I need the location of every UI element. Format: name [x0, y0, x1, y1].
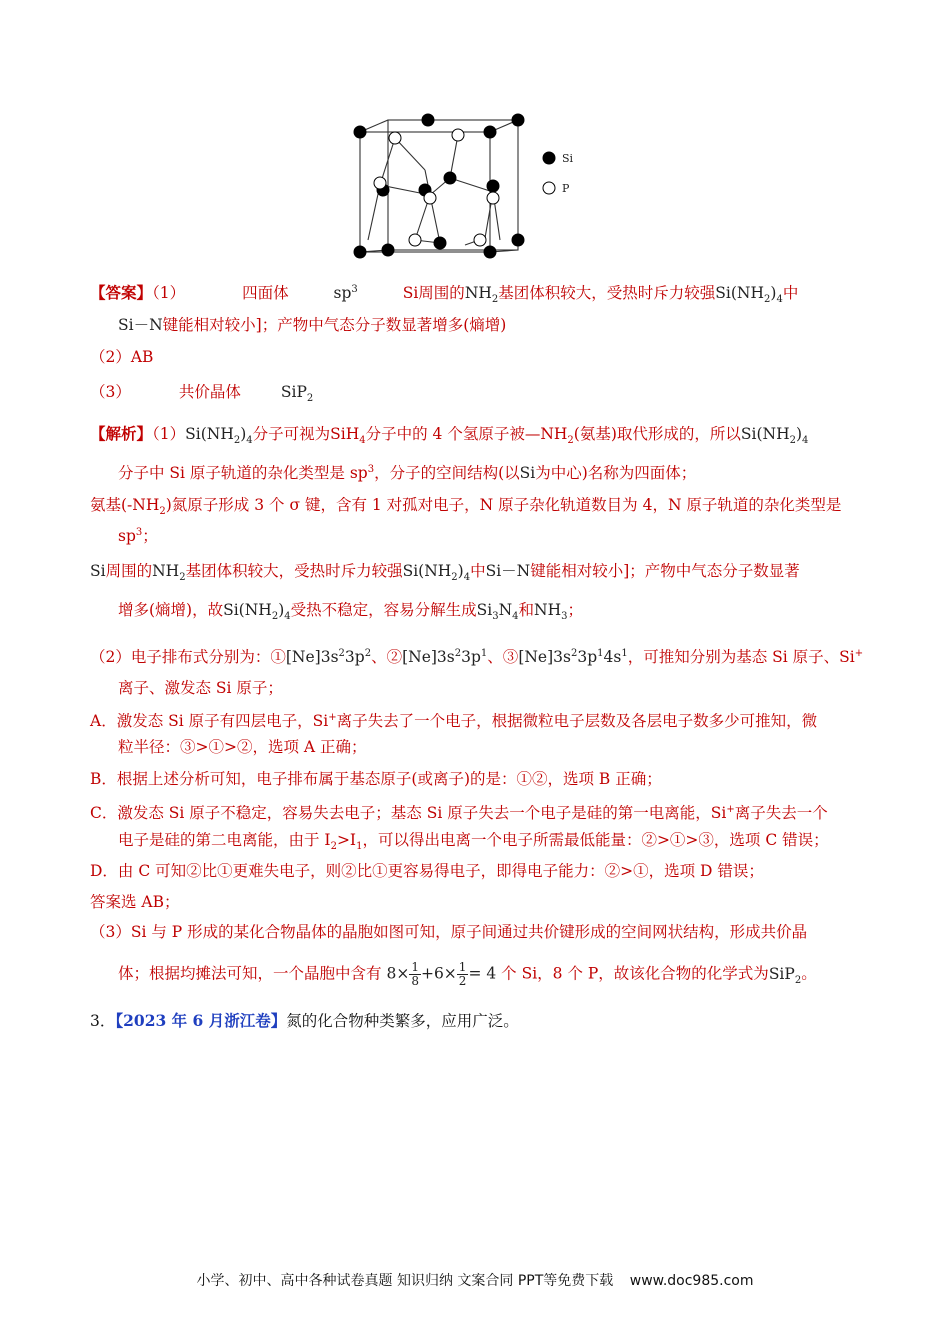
answer-line-2: Si－N键能相对较小]；产物中气态分子数显著增多(熵增)	[118, 316, 507, 334]
si-atom	[487, 180, 499, 192]
analysis-line-14: D．由 C 可知②比①更难失电子，则②比①更容易得电子，即得电子能力：②>①，选项 D 错误；	[90, 862, 764, 880]
analysis-line-15: 答案选 AB；	[90, 893, 180, 911]
analysis-line-5: Si周围的$NH_2$基团体积较大，受热时斥力较强$Si(NH_2)_4$中Si－N键能相对较小]；产物中气态分子数显著	[90, 562, 800, 584]
crystal-cell-figure	[350, 110, 600, 265]
p-atom	[474, 234, 486, 246]
si-atom	[484, 126, 496, 138]
si-atom	[354, 246, 366, 258]
si-atom	[422, 114, 434, 126]
question-text: 氮的化合物种类繁多，应用广泛。	[286, 1012, 519, 1030]
question-number: 3．	[90, 1012, 116, 1030]
si-atom	[444, 172, 456, 184]
si-atom	[382, 244, 394, 256]
p-atom	[452, 129, 464, 141]
si-atom	[512, 114, 524, 126]
analysis-line-9: A．激发态 Si 原子有四层电子，Si+离子失去了一个电子，根据微粒电子层数及各层电子数多少可推知，微	[90, 712, 818, 731]
answer-tag: 【答案】	[90, 283, 153, 303]
p-atom	[374, 177, 386, 189]
p-atom	[389, 132, 401, 144]
footer-text: 小学、初中、高中各种试卷真题 知识归纳 文案合同 PPT等免费下载	[196, 1273, 614, 1289]
legend-si: Si	[562, 152, 574, 165]
si-atom	[512, 234, 524, 246]
figure-legend	[543, 152, 574, 195]
analysis-line-12: C．激发态 Si 原子不稳定，容易失去电子；基态 Si 原子失去一个电子是硅的第一电离能，Si+离子失去一个	[90, 804, 828, 823]
analysis-line-2: 分子中 Si 原子轨道的杂化类型是 $sp^3$，分子的空间结构(以Si为中心)名称为四面体；	[118, 464, 697, 483]
footer-site-link[interactable]: www.doc985.com	[629, 1273, 754, 1289]
si-atom	[434, 237, 446, 249]
analysis-line-6: 增多(熵增)，故$Si(NH_2)_4$受热不稳定，容易分解生成$Si_3N_4$和$NH_3$；	[118, 601, 584, 623]
si-atom	[484, 246, 496, 258]
p-atom	[487, 192, 499, 204]
si-atom	[354, 126, 366, 138]
analysis-line-17: 体；根据均摊法可知，一个晶胞中含有 8× $\frac{1}{8}$ +6× $\frac{1}{2}$ = 4 个 Si，8 个 P，故该化合物的化学式为SiP$_2$。	[118, 960, 817, 988]
question-3	[90, 1010, 519, 1032]
question-source: 【2023 年 6 月浙江卷】	[115, 1011, 287, 1030]
analysis-line-16: （3）Si 与 P 形成的某化合物晶体的晶胞如图可知，原子间通过共价键形成的空间网状结构，形成共价晶	[90, 923, 808, 941]
analysis-line-13: 电子是硅的第二电离能，由于 $I_2>I_1$，可以得出电离一个电子所需最低能量：②>①>③，选项 C 错误；	[118, 831, 829, 853]
p-atom	[424, 192, 436, 204]
analysis-line-3: 氨基$(-NH_2)$氮原子形成 3 个 σ 键，含有 1 对孤对电子，N 原子杂化轨道数目为 4，N 原子轨道的杂化类型是	[90, 496, 842, 518]
analysis-line-8: 离子、激发态 Si 原子；	[118, 679, 283, 697]
analysis-line-1: 【解析】$(1)Si(NH_2)_4$分子可视为SiH$_4$分子中的 4 个氢原子被$—NH_2$(氨基)取代形成的，所以$Si(NH_2)_4$	[90, 424, 809, 447]
legend-p: P	[562, 182, 570, 195]
analysis-line-7: （2）电子排布式分别为：$①[Ne]3s^23p^2$、$②[Ne]3s^23p^1$、$③[Ne]3s^23p^14s^1$，可推知分别为基态 Si 原子、Si+	[90, 648, 864, 667]
analysis-line-11: B．根据上述分析可知，电子排布属于基态原子(或离子)的是：①②，选项 B 正确；	[90, 770, 662, 788]
answer-line-1: 【答案】（1） 四面体 $sp^3$ Si周围的$NH_2$基团体积较大，受热时斥力较强$Si(NH_2)_4$中	[90, 283, 799, 306]
page-footer	[0, 1270, 950, 1290]
answer-line-3: （2）AB	[90, 348, 154, 366]
answer-line-4: （3） 共价晶体 SiP$_2$	[90, 383, 314, 405]
analysis-line-4: $sp^3$；	[118, 527, 158, 546]
analysis-line-10: 粒半径：③>①>②，选项 A 正确；	[118, 738, 367, 756]
p-atom	[409, 234, 421, 246]
